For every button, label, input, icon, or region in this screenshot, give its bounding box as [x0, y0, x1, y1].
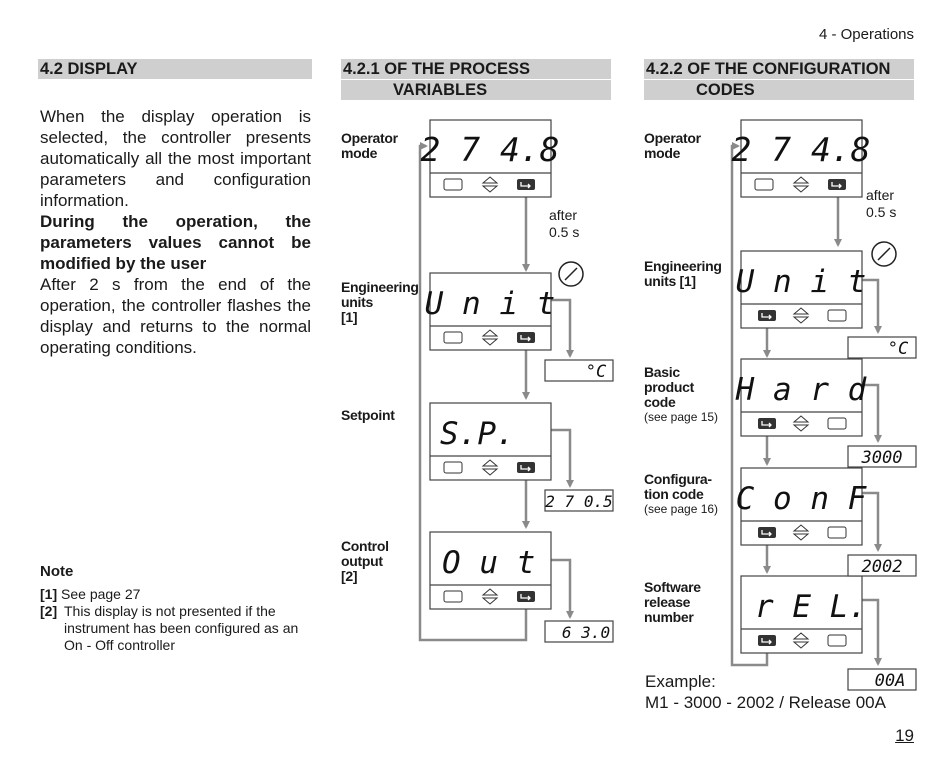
lcd-readout: C o n F	[735, 481, 867, 517]
value-box	[545, 490, 613, 511]
lcd-readout: U n i t	[735, 264, 867, 300]
label-subtext: (see page 15)	[644, 410, 719, 424]
lcd-readout: H a r d	[735, 372, 867, 408]
value-text: °C	[585, 362, 607, 382]
value-text: 2002	[861, 557, 903, 577]
controller-unit-setpoint	[430, 403, 551, 480]
label-text: Setpoint	[341, 407, 395, 423]
label-text: Engineering	[341, 279, 419, 295]
enter-key-icon	[828, 179, 846, 190]
label-text: [1]	[341, 309, 358, 325]
value-text: °C	[887, 339, 909, 359]
running-head: 4 - Operations	[818, 26, 914, 43]
button-key	[828, 310, 846, 321]
after-text: after	[549, 207, 578, 223]
button-key	[755, 179, 773, 190]
example-line2: M1 - 3000 - 2002 / Release 00A	[645, 693, 886, 712]
lcd-readout: r E L.	[755, 589, 867, 625]
label-text: mode	[644, 145, 681, 161]
scroll-key-icon	[758, 527, 776, 538]
timer-icon	[559, 262, 583, 286]
controller-unit-operator-cfg	[731, 120, 870, 197]
value-text: 6 3.0	[561, 623, 611, 642]
lcd-readout: U n i t	[424, 286, 556, 322]
description-para2: During the operation, the parameters values cannot be modified by the user	[40, 212, 311, 273]
after-text: 0.5 s	[866, 204, 897, 220]
controller-unit-operator	[420, 120, 559, 197]
value-box	[848, 446, 916, 468]
value-box	[545, 360, 613, 382]
label-text: units [1]	[644, 273, 696, 289]
note-2-text: This display is not presented if the instrument has been configured as an On - Off controller	[64, 603, 299, 653]
label-text: output	[341, 553, 383, 569]
lcd-readout: 2 7 4.8	[731, 130, 871, 169]
label-subtext: (see page 16)	[644, 502, 719, 516]
section-heading-config-line1: 4.2.2 OF THE CONFIGURATION	[646, 60, 891, 78]
section-heading-config-line2: CODES	[696, 81, 755, 99]
enter-key-icon	[517, 462, 535, 473]
controller-unit-units	[425, 273, 556, 350]
after-text: 0.5 s	[549, 224, 580, 240]
controller-unit-units-cfg	[736, 251, 867, 328]
button-key	[444, 332, 462, 343]
note-2-num: [2]	[40, 603, 58, 619]
label-text: tion code	[644, 486, 704, 502]
controller-unit-conf	[736, 468, 868, 545]
section-heading-process-line1: 4.2.1 OF THE PROCESS	[343, 60, 531, 78]
value-text: 00A	[874, 671, 906, 691]
scroll-key-icon	[758, 310, 776, 321]
note-title: Note	[40, 563, 74, 580]
description-para3: After 2 s from the end of the operation, the controller flashes the display and returns to the normal operating conditions.	[40, 275, 311, 357]
example-line1: Example:	[645, 672, 716, 691]
label-text: release	[644, 594, 691, 610]
value-box	[848, 555, 916, 577]
label-text: number	[644, 609, 694, 625]
scroll-key-icon	[758, 418, 776, 429]
page-number: 19	[895, 726, 914, 745]
note-1-text: See page 27	[61, 586, 141, 602]
enter-key-icon	[517, 591, 535, 602]
description-para1: When the display operation is selected, the controller presents automatically all the most important parameters and configuration information.	[40, 107, 311, 210]
label-text: Software	[644, 579, 701, 595]
value-box	[848, 337, 916, 359]
label-text: [2]	[341, 568, 358, 584]
label-text: Control	[341, 538, 389, 554]
button-key	[828, 418, 846, 429]
controller-unit-hardware	[735, 359, 867, 436]
button-key	[828, 527, 846, 538]
label-text: Basic	[644, 364, 680, 380]
after-text: after	[866, 187, 895, 203]
label-text: Configura-	[644, 471, 712, 487]
label-text: product	[644, 379, 695, 395]
timer-icon	[872, 242, 896, 266]
label-text: units	[341, 294, 373, 310]
lcd-readout: O u t	[442, 545, 536, 581]
label-text: code	[644, 394, 676, 410]
enter-key-icon	[517, 179, 535, 190]
value-text: 2 7 0.5	[545, 492, 613, 511]
lcd-readout: S.P.	[440, 416, 515, 452]
section-heading-process-line2: VARIABLES	[393, 81, 488, 99]
button-key	[444, 462, 462, 473]
scroll-key-icon	[758, 635, 776, 646]
button-key	[444, 179, 462, 190]
section-heading-display-text: 4.2 DISPLAY	[40, 60, 138, 78]
label-text: Operator	[341, 130, 398, 146]
button-key	[828, 635, 846, 646]
controller-unit-release	[741, 576, 867, 653]
label-text: mode	[341, 145, 378, 161]
lcd-readout: 2 7 4.8	[420, 130, 560, 169]
label-text: Operator	[644, 130, 701, 146]
enter-key-icon	[517, 332, 535, 343]
button-key	[444, 591, 462, 602]
controller-unit-output	[430, 532, 551, 609]
value-box	[848, 669, 916, 691]
note-1-num: [1]	[40, 586, 58, 602]
label-text: Engineering	[644, 258, 722, 274]
value-text: 3000	[861, 448, 903, 468]
value-box	[545, 621, 613, 642]
